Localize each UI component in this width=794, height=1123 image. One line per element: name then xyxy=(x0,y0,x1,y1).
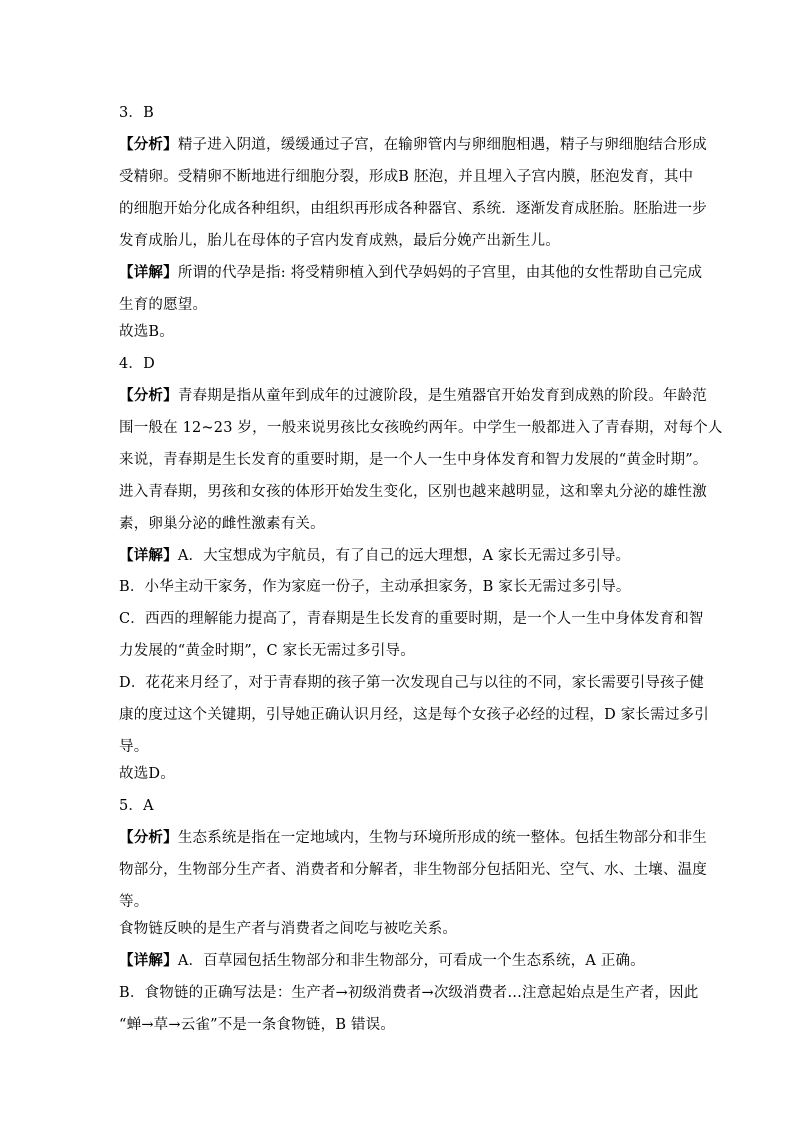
explanation-paragraph-line: 【详解】所谓的代孕是指: 将受精卵植入到代孕妈妈的子宫里，由其他的女性帮助自己完成 xyxy=(119,264,703,281)
analysis-tag: 【分析】 xyxy=(119,829,178,846)
analysis-paragraph-line: 受精卵。受精卵不断地进行细胞分裂，形成B 胚泡，并且埋入子宫内膜，胚泡发育，其中 xyxy=(119,169,694,185)
answer-number-3: 3．B xyxy=(119,105,154,121)
explanation-paragraph-line: 【详解】A．大宝想成为宇航员，有了自己的远大理想，A 家长无需过多引导。 xyxy=(119,547,631,564)
analysis-paragraph-line: 围一般在 12~23 岁，一般来说男孩比女孩晚约两年。中学生一般都进入了青春期，对每个人 xyxy=(119,420,723,436)
analysis-paragraph-line: 物部分，生物部分生产者、消费者和分解者，非生物部分包括阳光、空气、水、土壤、温度 xyxy=(119,862,707,878)
answer-number-4: 4．D xyxy=(119,356,155,372)
explanation-paragraph-line: “蝉→草→云雀”不是一条食物链，B 错误。 xyxy=(119,1017,396,1033)
analysis-paragraph-line: 的细胞开始分化成各种组织，由组织再形成各种器官、系统．逐渐发育成胚胎。胚胎进一步 xyxy=(119,201,707,217)
analysis-tag: 【分析】 xyxy=(119,136,178,153)
analysis-tag: 【分析】 xyxy=(119,387,178,404)
analysis-paragraph-line: 发育成胎儿，胎儿在母体的子宫内发育成熟，最后分娩产出新生儿。 xyxy=(119,233,560,249)
analysis-paragraph-line: 【分析】青春期是指从童年到成年的过渡阶段，是生殖器官开始发育到成熟的阶段。年龄范 xyxy=(119,387,708,404)
analysis-paragraph-line: 【分析】生态系统是指在一定地域内，生物与环境所形成的统一整体。包括生物部分和非生 xyxy=(119,829,708,846)
analysis-paragraph-line: 食物链反映的是生产者与消费者之间吃与被吃关系。 xyxy=(119,921,458,937)
answer-number-5: 5．A xyxy=(119,798,154,814)
answer-choice-line: 故选B。 xyxy=(119,324,174,340)
explanation-paragraph-line: 康的度过这个关键期，引导她正确认识月经，这是每个女孩子必经的过程，D 家长需过多引 xyxy=(119,707,709,723)
analysis-paragraph-line: 素，卵巢分泌的雌性激素有关。 xyxy=(119,516,325,532)
explanation-tag: 【详解】 xyxy=(119,547,178,564)
analysis-paragraph-line: 来说，青春期是生长发育的重要时期，是一个人一生中身体发育和智力发展的“黄金时期”。 xyxy=(119,452,708,468)
analysis-paragraph-line: 等。 xyxy=(119,894,149,910)
explanation-paragraph-line: 生育的愿望。 xyxy=(119,297,208,313)
analysis-paragraph-line: 进入青春期，男孩和女孩的体形开始发生变化，区别也越来越明显，这和睾丸分泌的雄性激 xyxy=(119,484,707,500)
explanation-paragraph-line: 导。 xyxy=(119,739,149,755)
analysis-paragraph-line: 【分析】精子进入阴道，缓缓通过子宫，在输卵管内与卵细胞相遇，精子与卵细胞结合形成 xyxy=(119,136,708,153)
explanation-paragraph-line: 力发展的“黄金时期”，C 家长无需过多引导。 xyxy=(119,643,415,659)
explanation-paragraph-line: 【详解】A．百草园包括生物部分和非生物部分，可看成一个生态系统，A 正确。 xyxy=(119,952,645,969)
explanation-paragraph-line: B．小华主动干家务，作为家庭一份子，主动承担家务，B 家长无需过多引导。 xyxy=(119,579,631,595)
explanation-paragraph-line: D．花花来月经了，对于青春期的孩子第一次发现自己与以往的不同，家长需要引导孩子健 xyxy=(119,675,705,691)
explanation-tag: 【详解】 xyxy=(119,952,178,969)
answer-choice-line: 故选D。 xyxy=(119,766,175,782)
explanation-paragraph-line: C．西西的理解能力提高了，青春期是生长发育的重要时期，是一个人一生中身体发育和智 xyxy=(119,611,704,627)
explanation-tag: 【详解】 xyxy=(119,264,178,281)
explanation-paragraph-line: B．食物链的正确写法是：生产者→初级消费者→次级消费者…注意起始点是生产者，因此 xyxy=(119,985,699,1001)
